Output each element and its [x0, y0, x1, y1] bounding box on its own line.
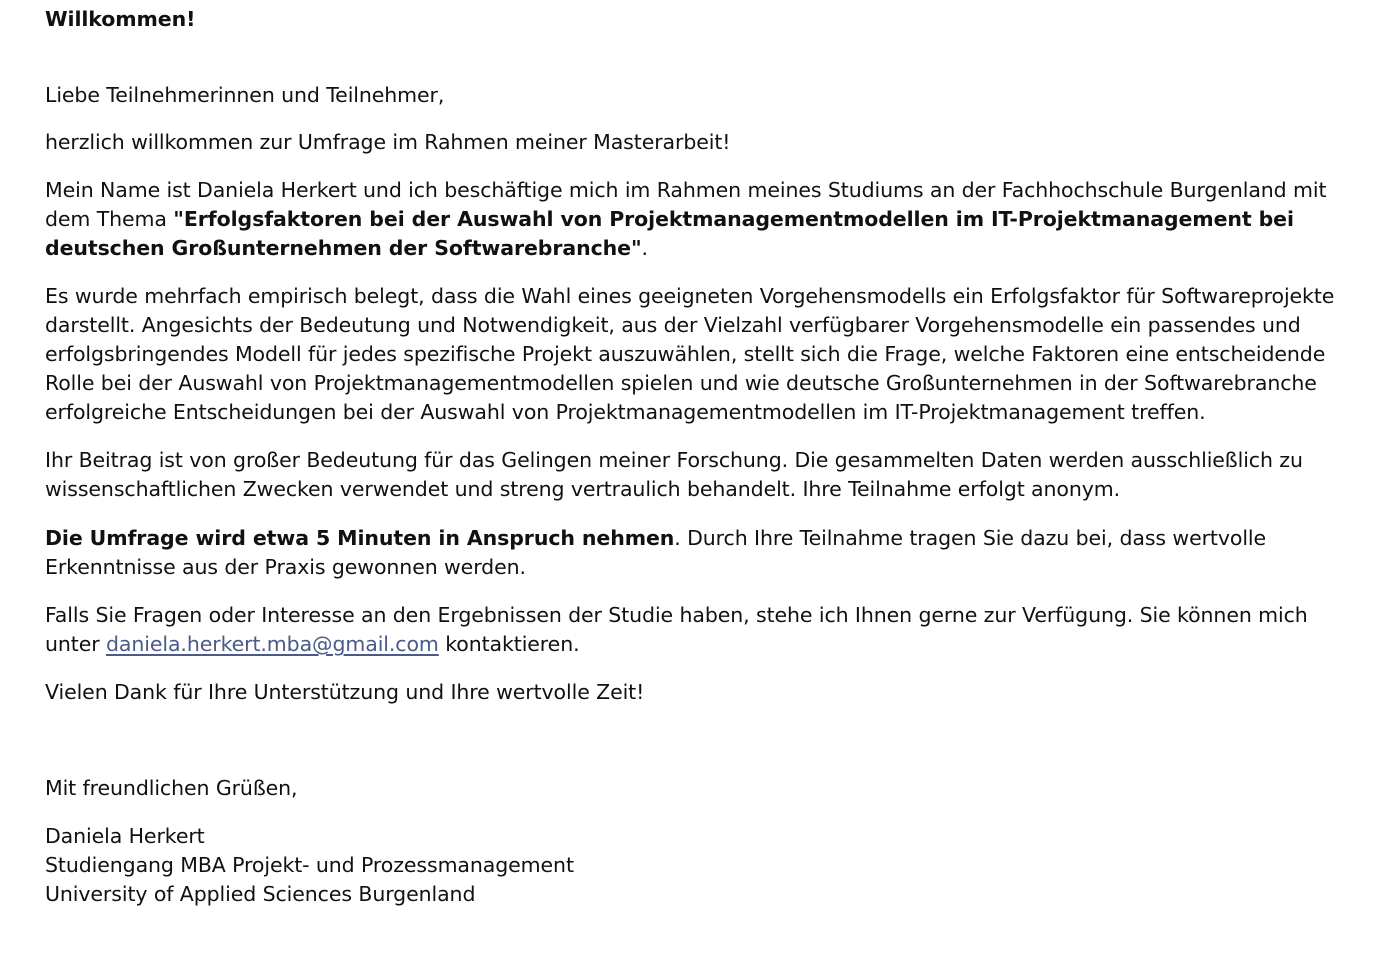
welcome-title: Willkommen! [45, 7, 196, 31]
regards-text: Mit freundlichen Grüßen, [45, 776, 298, 800]
questions-paragraph [45, 601, 1361, 659]
empirical-paragraph: Es wurde mehrfach empirisch belegt, dass die Wahl eines geeigneten Vorgehensmodells ein Erfolgsfaktor für Softwareprojekte darstellt. Angesichts der Bedeutung und Notwendigkeit, aus der Vielzahl verfügbarer Vorgehensmodelle ein passendes und erfolgsbringendes Modell für jedes spezifische Projekt auszuwählen, stellt sich die Frage, welche Faktoren eine entscheidende Rolle bei der Auswahl von Projektmanagementmodellen spielen und wie deutsche Großunternehmen in der Softwarebranche erfolgreiche Entscheidungen bei der Auswahl von Projektmanagementmodellen im IT-Projektmanagement treffen. [45, 284, 1335, 424]
signature-block [45, 822, 1361, 909]
duration-highlight: Die Umfrage wird etwa 5 Minuten in Anspruch nehmen [45, 526, 675, 550]
questions-lead: Falls Sie Fragen oder Interesse an den Ergebnissen der Studie haben, stehe ich Ihnen gerne zur Verfügung. Sie können mich unter [45, 603, 1308, 656]
duration-rest: . Durch Ihre Teilnahme tragen Sie dazu bei, dass wertvolle Erkenntnisse aus der Praxis gewonnen werden. [45, 526, 1267, 579]
name-paragraph [45, 176, 1361, 263]
email-link[interactable]: daniela.herkert.mba@gmail.com [105, 632, 439, 656]
intro-text: herzlich willkommen zur Umfrage im Rahmen meiner Masterarbeit! [45, 130, 731, 154]
contribution-paragraph: Ihr Beitrag ist von großer Bedeutung für das Gelingen meiner Forschung. Die gesammelten Daten werden ausschließlich zu wissenschaftlichen Zwecken verwendet und streng vertraulich behandelt. Ihre Teilnahme erfolgt anonym. [45, 448, 1303, 501]
thesis-topic: "Erfolgsfaktoren bei der Auswahl von Projektmanagementmodellen im IT-Projektmanagement bei deutschen Großunternehmen der Softwarebranche" [45, 207, 1294, 260]
duration-paragraph [45, 524, 1361, 582]
name-paragraph-lead: Mein Name ist Daniela Herkert und ich beschäftige mich im Rahmen meines Studiums an der Fachhochschule Burgenland mit dem Thema [45, 178, 1327, 231]
signature-name: Daniela Herkert [45, 824, 205, 848]
name-paragraph-trail: . [641, 236, 648, 260]
signature-program: Studiengang MBA Projekt- und Prozessmanagement [45, 853, 574, 877]
signature-university: University of Applied Sciences Burgenland [45, 882, 476, 906]
greeting-text: Liebe Teilnehmerinnen und Teilnehmer, [45, 83, 445, 107]
questions-trail: kontaktieren. [438, 632, 580, 656]
survey-welcome-content [45, 0, 1361, 909]
thanks-text: Vielen Dank für Ihre Unterstützung und Ihre wertvolle Zeit! [45, 680, 645, 704]
